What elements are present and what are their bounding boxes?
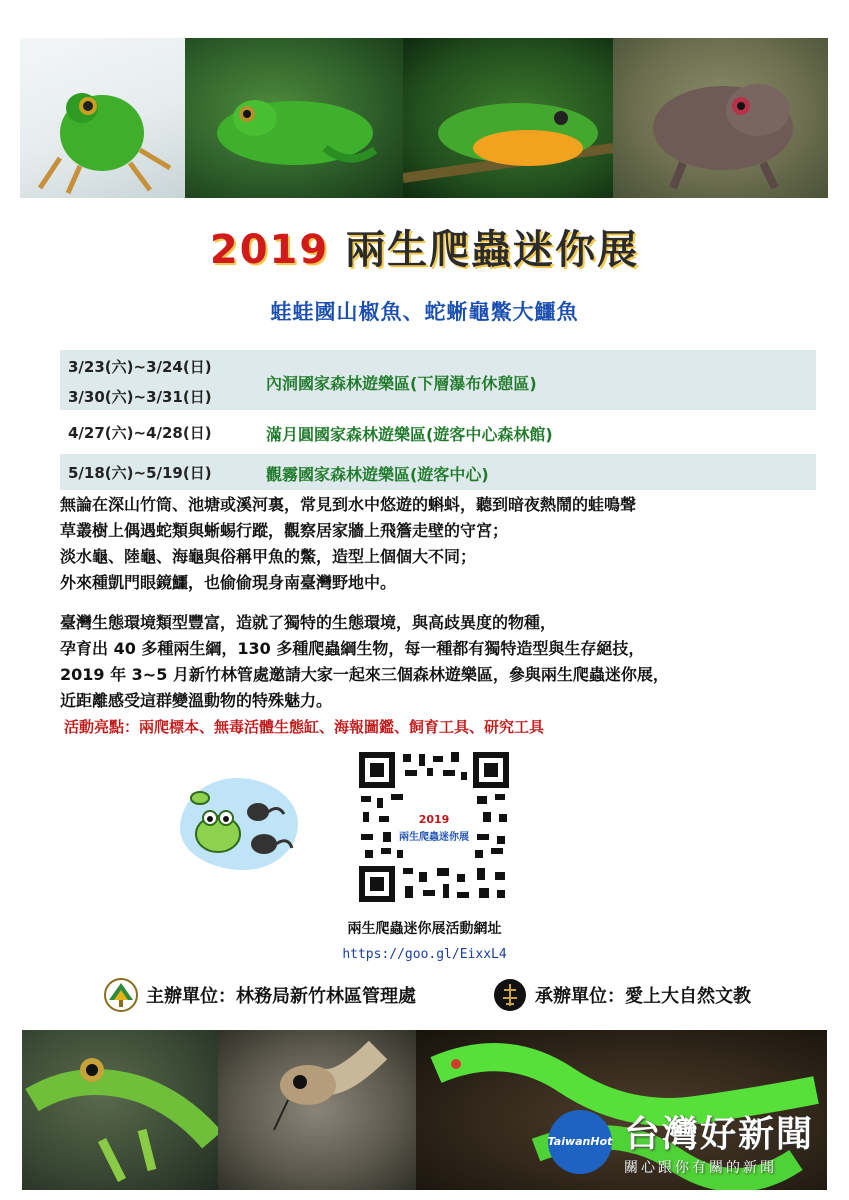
forestry-bureau-logo-icon xyxy=(104,978,138,1012)
schedule-place: 滿月圓國家森林遊樂區(遊客中心森林館) xyxy=(266,425,553,444)
schedule-row-2 xyxy=(60,416,816,448)
paragraph-line: 2019 年 3~5 月新竹林管處邀請大家一起來三個森林遊樂區，參與兩生爬蟲迷你展， xyxy=(60,665,669,684)
tree-frog-photo-2 xyxy=(185,38,403,198)
lizard-photo xyxy=(22,1030,218,1190)
frog-tadpole-sticker xyxy=(180,778,298,870)
qr-inner-name: 兩生爬蟲迷你展 xyxy=(399,832,469,843)
paragraph-line: 孕育出 40 多種兩生綱，130 多種爬蟲綱生物，每一種都有獨特造型與生存絕技， xyxy=(60,639,645,658)
watermark-title: 台灣好新聞 xyxy=(624,1114,815,1155)
poster-subtitle: 蛙蛙國山椒魚、蛇蜥龜鱉大鱷魚 xyxy=(270,300,579,324)
schedule-date: 3/23(六)~3/24(日) xyxy=(68,358,212,376)
host-organizer-text: 主辦單位：林務局新竹林區管理處 xyxy=(146,986,416,1007)
brown-frog-photo xyxy=(613,38,828,198)
qr-caption: 兩生爬蟲迷你展活動網址 xyxy=(347,921,502,937)
co-host-organizer xyxy=(493,978,751,1012)
event-highlights: 活動亮點：兩爬標本、無毒活體生態缸、海報圖鑑、飼育工具、研究工具 xyxy=(64,718,545,736)
event-url-link[interactable]: https://goo.gl/EixxL4 xyxy=(342,947,507,962)
paragraph-line: 淡水龜、陸龜、海龜與俗稱甲魚的鱉，造型上個個大不同； xyxy=(60,547,477,566)
paragraph-line: 草叢樹上偶遇蛇類與蜥蜴行蹤，觀察居家牆上飛簷走壁的守宮； xyxy=(60,521,509,540)
paragraph-line: 臺灣生態環境類型豐富，造就了獨特的生態環境，與高歧異度的物種， xyxy=(60,613,557,632)
detail-paragraph xyxy=(60,610,820,714)
schedule-row-3 xyxy=(60,454,816,490)
intro-paragraph xyxy=(60,492,820,596)
top-photo-strip xyxy=(20,38,828,198)
watermark-text xyxy=(624,1106,814,1177)
watermark-subtitle: 關心跟你有關的新聞 xyxy=(624,1160,777,1176)
schedule-date: 3/30(六)~3/31(日) xyxy=(68,388,212,406)
schedule-place: 觀霧國家森林遊樂區(遊客中心) xyxy=(266,465,489,484)
paragraph-line: 無論在深山竹筒、池塘或溪河裏，常見到水中悠遊的蝌蚪，聽到暗夜熱鬧的蛙鳴聲 xyxy=(60,495,637,514)
paragraph-line: 外來種凱門眼鏡鱷，也偷偷現身南臺灣野地中。 xyxy=(60,573,397,592)
schedule-date: 4/27(六)~4/28(日) xyxy=(68,424,212,442)
co-host-organizer-text: 承辦單位：愛上大自然文教 xyxy=(535,986,751,1007)
nature-education-logo-icon xyxy=(493,978,527,1012)
taiwanhot-logo-icon: TaiwanHot xyxy=(548,1110,612,1174)
poster-title xyxy=(0,218,849,275)
schedule-place: 內洞國家森林遊樂區(下層瀑布休憩區) xyxy=(266,374,537,393)
qr-inner-year: 2019 xyxy=(418,813,450,826)
host-organizer xyxy=(104,978,416,1012)
title-name: 兩生爬蟲迷你展 xyxy=(345,227,640,273)
schedule-row-1 xyxy=(60,350,816,410)
paragraph-line: 近距離感受這群變溫動物的特殊魅力。 xyxy=(60,691,333,710)
snake-head-photo xyxy=(218,1030,416,1190)
qr-code[interactable] xyxy=(357,750,511,904)
schedule-date: 5/18(六)~5/19(日) xyxy=(68,464,212,482)
tree-frog-photo-1 xyxy=(20,38,185,198)
title-year: 2019 xyxy=(209,227,330,273)
news-watermark xyxy=(548,1106,814,1177)
tree-frog-photo-3 xyxy=(403,38,613,198)
